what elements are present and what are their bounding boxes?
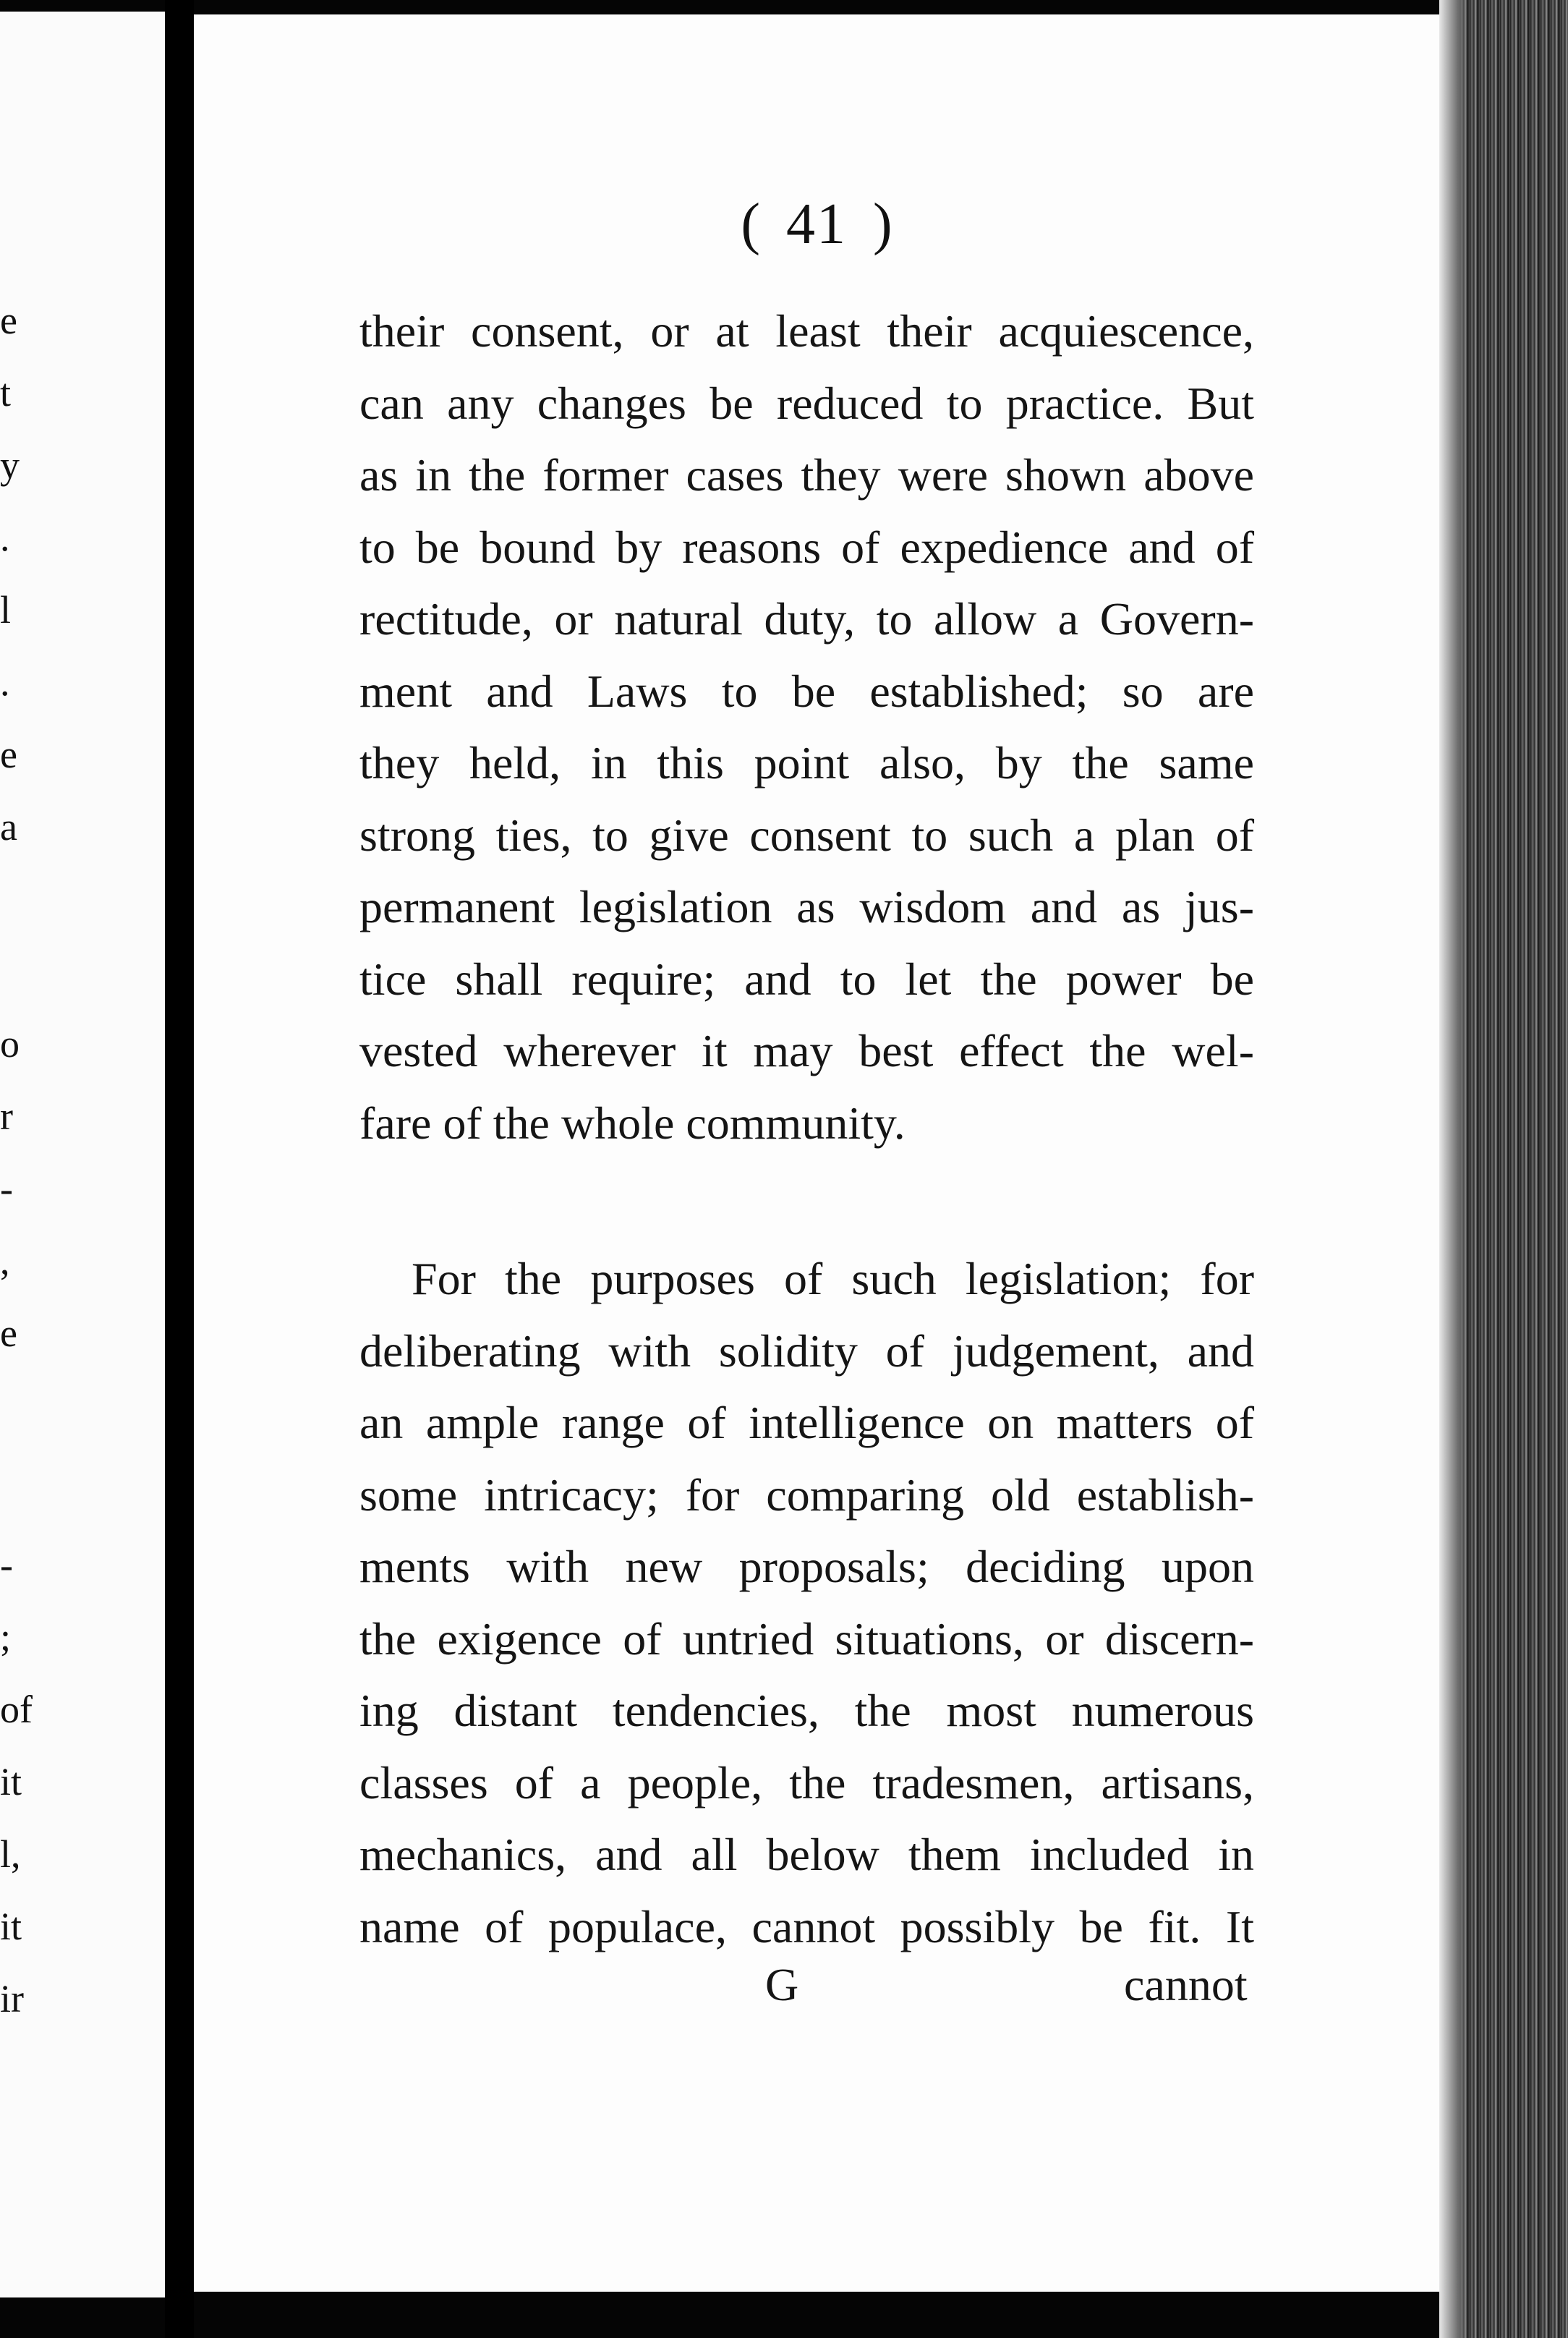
fragment: r bbox=[0, 1094, 13, 1138]
page-number-header bbox=[194, 192, 1439, 256]
fragment: l, bbox=[0, 1832, 21, 1876]
text-line: vested wherever it may best effect the wel- bbox=[359, 1025, 1254, 1076]
fragment: , bbox=[0, 1239, 10, 1283]
text-line: tice shall require; and to let the power be bbox=[359, 953, 1254, 1005]
text-line: fare of the whole community. bbox=[359, 1097, 906, 1149]
text-line: ments with new proposals; deciding upon bbox=[359, 1541, 1254, 1592]
text-line: as in the former cases they were shown above bbox=[359, 449, 1254, 501]
catchword: cannot bbox=[1124, 1959, 1248, 2010]
text-line: deliberating with solidity of judgement, and bbox=[359, 1325, 1254, 1377]
book-gutter bbox=[165, 0, 194, 2338]
fragment: t bbox=[0, 371, 12, 415]
signature-mark: G bbox=[765, 1959, 799, 2010]
open-paren: ( bbox=[741, 192, 760, 256]
text-line: the exigence of untried situations, or discern- bbox=[359, 1612, 1254, 1665]
fragment: - bbox=[0, 1543, 13, 1586]
fragment: a bbox=[0, 805, 17, 849]
fragment: ir bbox=[0, 1977, 24, 2020]
fragment: ; bbox=[0, 1615, 12, 1659]
fragment: . bbox=[0, 516, 10, 559]
close-paren: ) bbox=[873, 192, 892, 256]
fragment: e bbox=[0, 299, 17, 342]
text-line: mechanics, and all below them included in bbox=[359, 1829, 1254, 1880]
paragraph-1 bbox=[359, 295, 1254, 1159]
fragment: o bbox=[0, 1022, 20, 1066]
fragment: - bbox=[0, 1167, 13, 1210]
fragment: e bbox=[0, 733, 17, 776]
text-line: to be bound by reasons of expedience and of bbox=[359, 521, 1254, 573]
fragment: l bbox=[0, 588, 12, 632]
text-line: ing distant tendencies, the most numerous bbox=[359, 1685, 1254, 1736]
fragment: . bbox=[0, 660, 10, 704]
page-edge-shadow bbox=[1439, 0, 1468, 2338]
fragment: e bbox=[0, 1312, 17, 1355]
fragment: y bbox=[0, 443, 20, 487]
text-line: an ample range of intelligence on matters of bbox=[359, 1397, 1254, 1448]
text-line: can any changes be reduced to practice. But bbox=[359, 377, 1254, 429]
facing-page-edge bbox=[0, 12, 165, 2297]
text-line: strong ties, to give consent to such a plan of bbox=[359, 809, 1254, 861]
text-line: name of populace, cannot possibly be fit. It bbox=[359, 1900, 1254, 1952]
page-number: 41 bbox=[786, 192, 847, 256]
text-line: some intricacy; for comparing old establish- bbox=[359, 1468, 1254, 1521]
text-line: permanent legislation as wisdom and as jus- bbox=[359, 881, 1254, 932]
facing-page-fragments bbox=[0, 12, 165, 2297]
text-line: they held, in this point also, by the same bbox=[359, 737, 1254, 788]
text-line: rectitude, or natural duty, to allow a Govern- bbox=[359, 593, 1254, 645]
paragraph-2 bbox=[359, 1243, 1254, 1963]
text-line: classes of a people, the tradesmen, artisans, bbox=[359, 1756, 1254, 1808]
text-line: For the purposes of such legislation; for bbox=[412, 1253, 1254, 1304]
text-line: their consent, or at least their acquiescence, bbox=[359, 305, 1254, 357]
fragment: it bbox=[0, 1760, 22, 1803]
fragment: it bbox=[0, 1905, 22, 1948]
text-line: ment and Laws to be established; so are bbox=[359, 665, 1254, 717]
fragment: of bbox=[0, 1688, 33, 1731]
